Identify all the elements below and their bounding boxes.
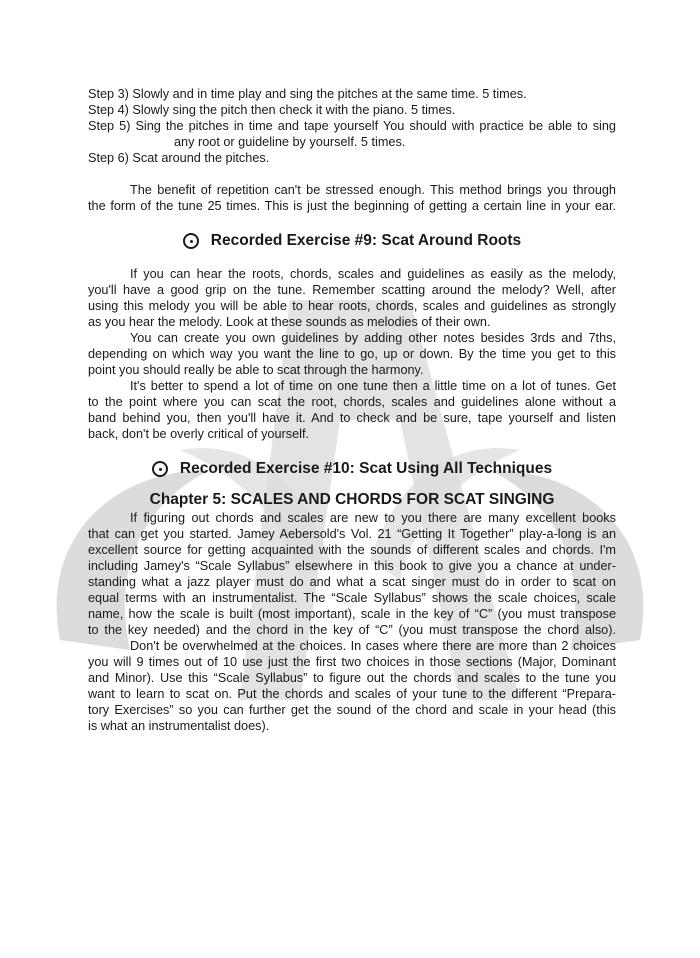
cd-icon bbox=[152, 461, 168, 477]
body-line: depending on which way you want the line to go, up or down. By the time you get to this bbox=[88, 347, 616, 361]
body-line: to the key needed) and the chord in the key of “C” (you must transpose the chord also). bbox=[88, 623, 616, 637]
body-line: as you hear the melody. Look at these sounds as melodies of their own. bbox=[88, 315, 491, 329]
step-3: Step 3) Slowly and in time play and sing the pitches at the same time. 5 times. bbox=[88, 87, 527, 101]
body-line: If you can hear the roots, chords, scales and guidelines as easily as the melody, bbox=[130, 267, 616, 281]
body-line: using this melody you will be able to hear roots, chords, scales and guidelines as strongly bbox=[88, 299, 616, 313]
body-line: and Minor). Use this “Scale Syllabus” to figure out the chords and scales to the tune you bbox=[88, 671, 616, 685]
body-line: you will 9 times out of 10 use just the first two choices in those sections (Major, Dominant bbox=[88, 655, 616, 669]
exercise-10-heading bbox=[88, 452, 616, 486]
body-line: the form of the tune 25 times. This is just the beginning of getting a certain line in your ear. bbox=[88, 199, 616, 213]
body-line: If figuring out chords and scales are new to you there are many excellent books bbox=[130, 511, 616, 525]
body-line: back, don't be overly critical of yourself. bbox=[88, 427, 310, 441]
body-line: want to learn to scat on. Put the chords and scales of your tune to the different “Prepara- bbox=[88, 687, 616, 701]
body-line: including Jamey's “Scale Syllabus” elsewhere in this book to give you a chance at under- bbox=[88, 559, 616, 573]
body-line: It's better to spend a lot of time on one tune then a little time on a lot of tunes. Get bbox=[130, 379, 616, 393]
step-6: Step 6) Scat around the pitches. bbox=[88, 151, 270, 165]
body-line: You can create you own guidelines by adding other notes besides 3rds and 7ths, bbox=[130, 331, 616, 345]
step-5: Step 5) Sing the pitches in time and tape yourself You should with practice be able to sing bbox=[88, 119, 616, 133]
step-5-continued: any root or guideline by yourself. 5 times. bbox=[174, 135, 406, 149]
step-4: Step 4) Slowly sing the pitch then check it with the piano. 5 times. bbox=[88, 103, 456, 117]
body-line: name, how the scale is built (most important), scale in the key of “C” (you must transpose bbox=[88, 607, 616, 621]
body-line: to the point where you can scat the root, chords, scales and guidelines alone without a bbox=[88, 395, 616, 409]
body-line: Don't be overwhelmed at the choices. In cases where there are more than 2 choices bbox=[130, 639, 616, 653]
body-line: tory Exercises” so you can further get the sound of the chord and scale in your head (this bbox=[88, 703, 616, 717]
document-page bbox=[88, 86, 616, 734]
cd-icon bbox=[183, 233, 199, 249]
exercise-10-title: Recorded Exercise #10: Scat Using All Techniques bbox=[179, 460, 553, 477]
chapter-5-heading: Chapter 5: SCALES AND CHORDS FOR SCAT SINGING bbox=[149, 491, 555, 508]
exercise-9-heading bbox=[88, 224, 616, 258]
body-line: equal terms with an instrumentalist. The “Scale Syllabus” shows the scale choices, scale bbox=[88, 591, 616, 605]
exercise-9-title: Recorded Exercise #9: Scat Around Roots bbox=[210, 232, 522, 249]
body-line: point you should really be able to scat through the harmony. bbox=[88, 363, 424, 377]
body-line: is what an instrumentalist does). bbox=[88, 719, 270, 733]
body-line: excellent source for getting acquainted with the sounds of different scales and chords. I'm bbox=[88, 543, 616, 557]
body-line: band behind you, then you'll have it. And to check and be sure, tape yourself and listen bbox=[88, 411, 616, 425]
body-line: The benefit of repetition can't be stressed enough. This method brings you through bbox=[130, 183, 616, 197]
body-line: you'll have a good grip on the tune. Remember scatting around the melody? Well, after bbox=[88, 283, 616, 297]
body-line: standing what a jazz player must do and what a scat singer must do in order to scat on bbox=[88, 575, 616, 589]
body-line: that can get you started. Jamey Aebersold's Vol. 21 “Getting It Together” play-a-long is an bbox=[88, 527, 616, 541]
